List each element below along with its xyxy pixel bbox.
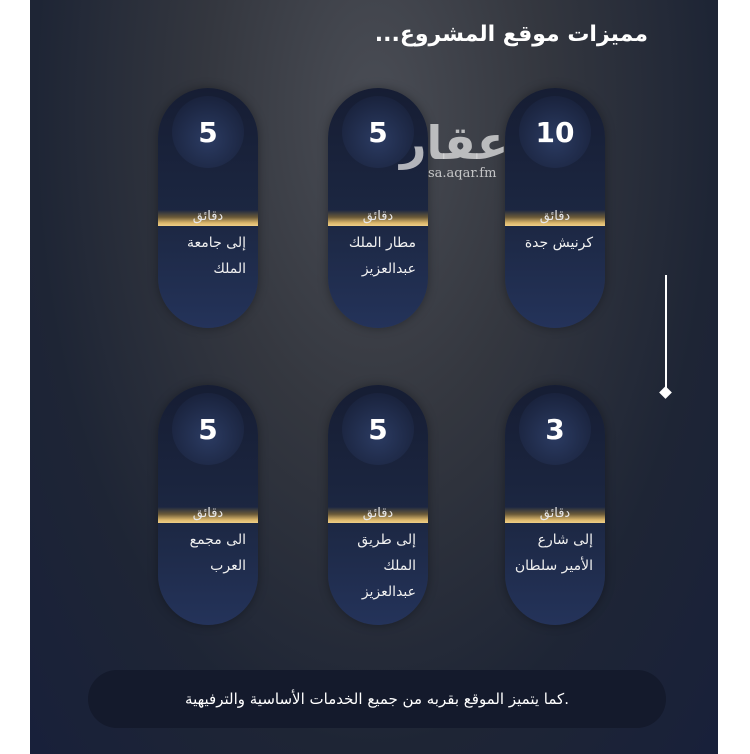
unit-label: دقائق [328,507,428,523]
feature-card [328,385,428,625]
unit-label: دقائق [158,507,258,523]
minutes-value: 5 [342,96,414,168]
feature-card [158,385,258,625]
destination: إلى طريق الملك عبدالعزيز [357,532,416,600]
destination: مطار الملك عبدالعزيز [348,235,416,277]
page-title: مميزات موقع المشروع... [374,22,648,47]
minutes-value: 3 [519,393,591,465]
unit-label: دقائق [505,507,605,523]
destination: الى مجمع العرب [189,532,246,574]
unit-label: دقائق [328,210,428,226]
feature-card [158,88,258,328]
minutes-value: 5 [342,393,414,465]
watermark-logo: عقار [400,116,509,170]
destination: إلى شارع الأمير سلطان [514,532,593,574]
minutes-value: 10 [519,96,591,168]
poster [30,0,718,754]
diamond-icon [659,386,672,399]
destination: كرنيش جدة [524,235,593,251]
watermark-url: sa.aqar.fm [428,166,497,181]
decorative-line [665,275,667,390]
unit-label: دقائق [158,210,258,226]
feature-card [505,385,605,625]
unit-label: دقائق [505,210,605,226]
feature-card [505,88,605,328]
destination: إلى جامعة الملك [187,235,246,277]
minutes-value: 5 [172,96,244,168]
summary-banner: .كما يتميز الموقع بقربه من جميع الخدمات الأساسية والترفيهية [88,670,666,728]
minutes-value: 5 [172,393,244,465]
